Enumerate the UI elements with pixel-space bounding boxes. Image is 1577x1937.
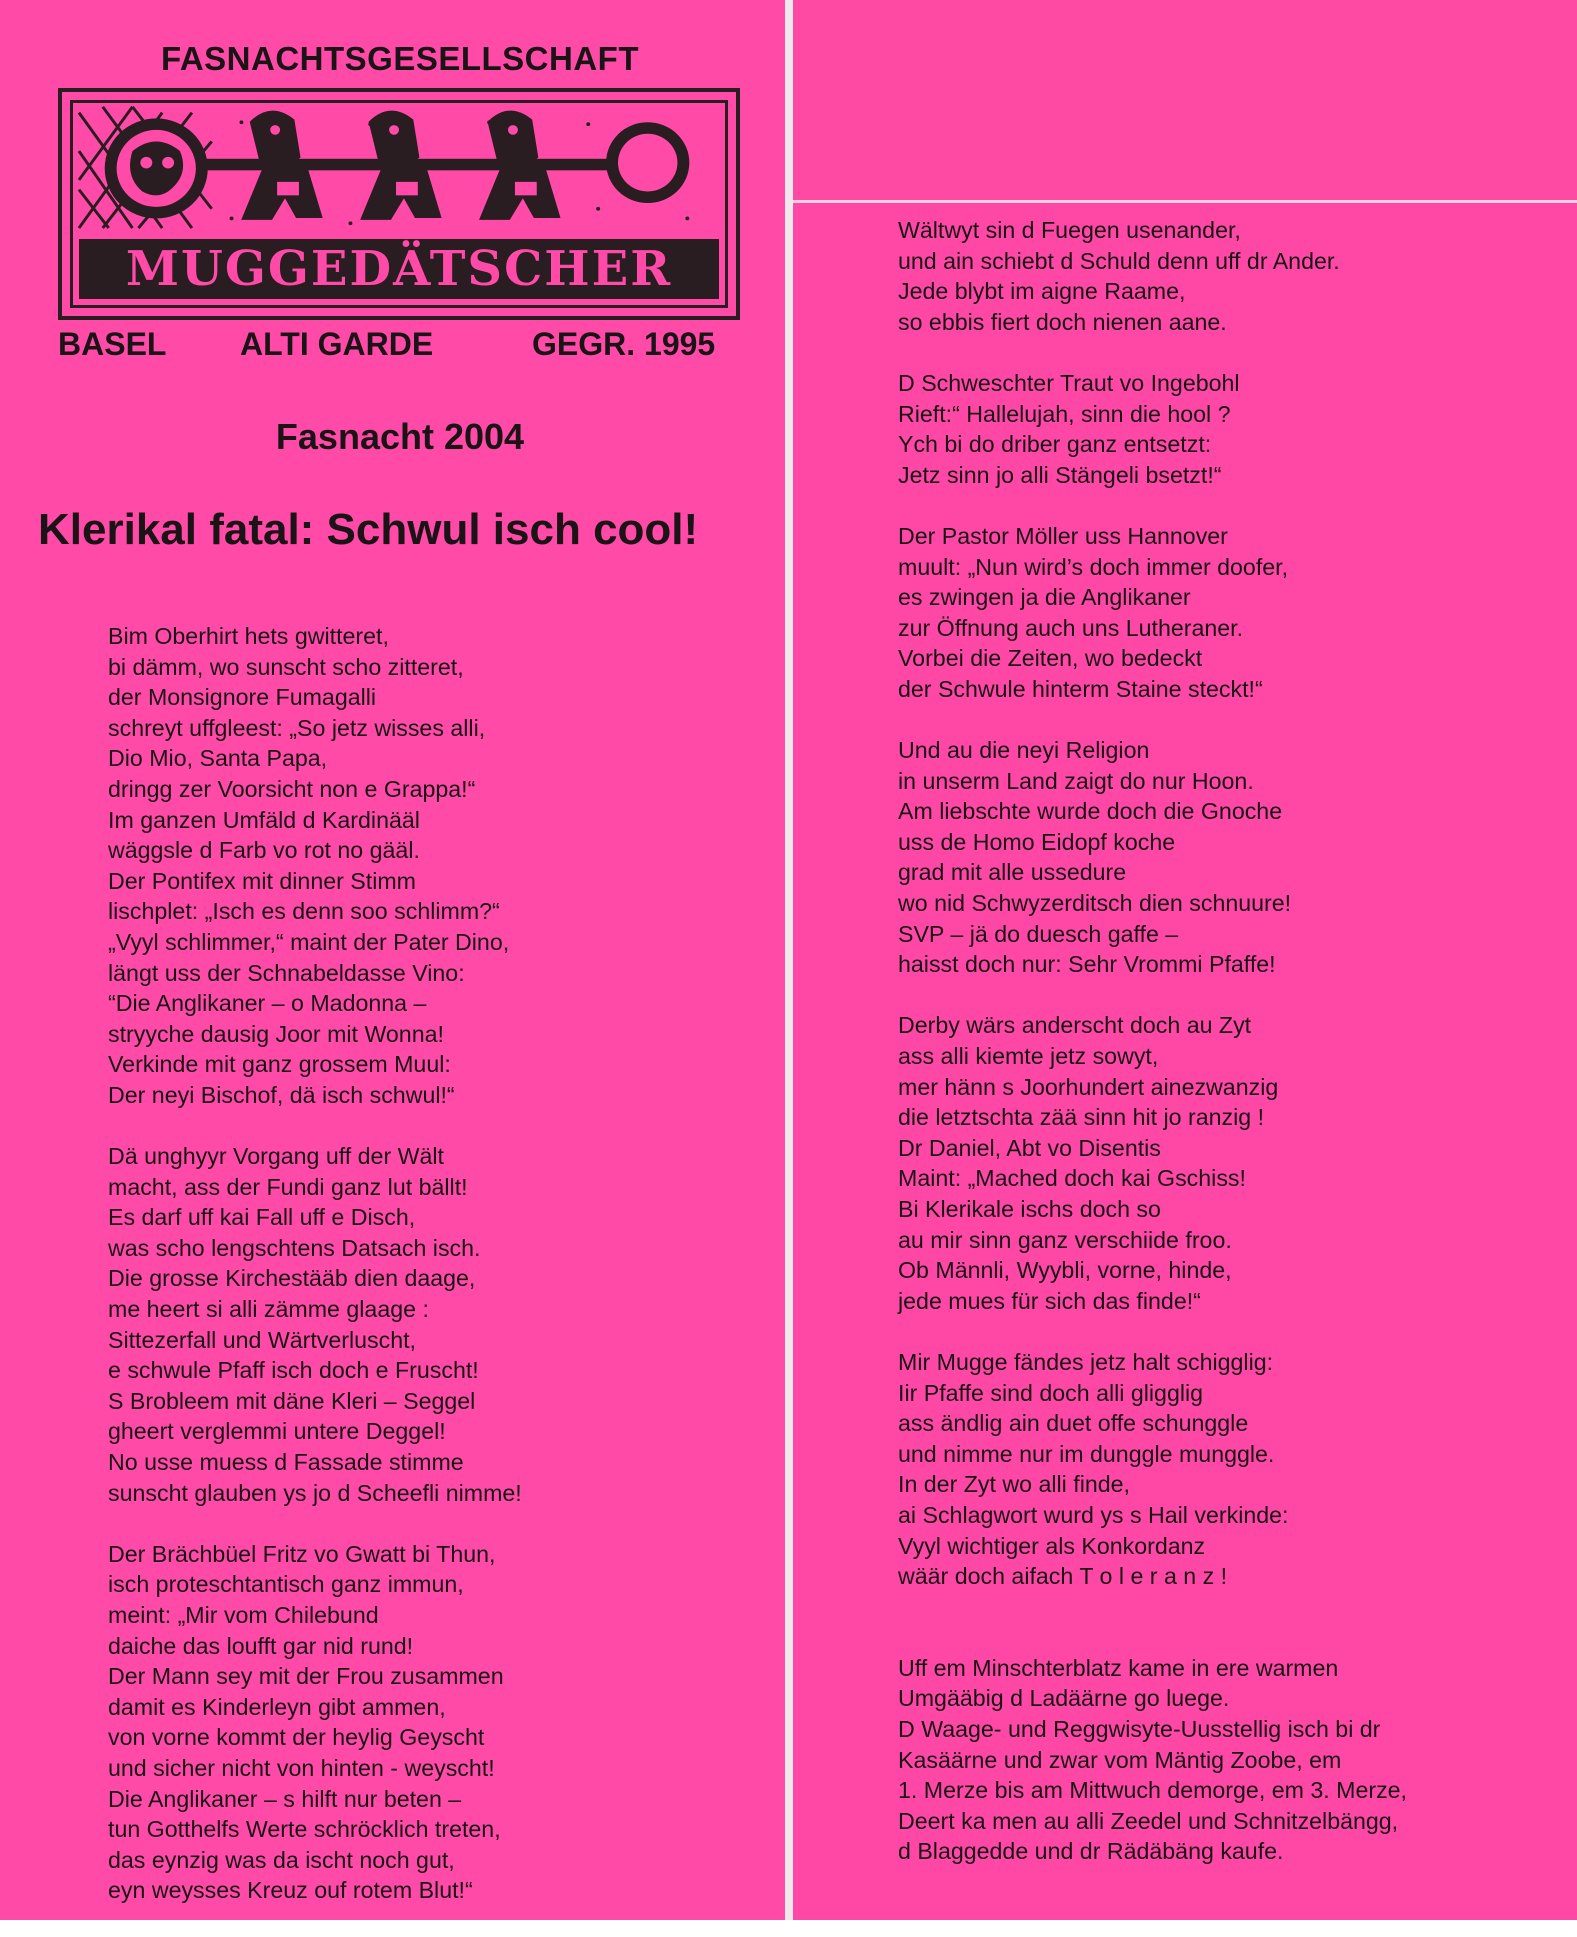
logo-frame: [70, 100, 728, 308]
verse-line: der Schwule hinterm Staine steckt!“: [898, 675, 1263, 702]
verse-line: Rieft:“ Hallelujah, sinn die hool ?: [898, 400, 1231, 427]
verse-line: Der Mann sey mit der Frou zusammen: [108, 1663, 504, 1690]
verse-line: und nimme nur im dunggle munggle.: [898, 1440, 1275, 1467]
verse-line: Ych bi do driber ganz entsetzt:: [898, 431, 1212, 458]
verse-line: au mir sinn ganz verschiide froo.: [898, 1226, 1232, 1253]
verse-stanza: [898, 1010, 1407, 1316]
verse-stanza: [898, 368, 1407, 490]
verse-line: muult: „Nun wird’s doch immer doofer,: [898, 553, 1289, 580]
clique-logo: [58, 88, 740, 320]
verse-line: so ebbis fiert doch nienen aane.: [898, 308, 1227, 335]
verse-line: Vorbei die Zeiten, wo bedeckt: [898, 645, 1203, 672]
verse-line: damit es Kinderleyn gibt ammen,: [108, 1693, 446, 1720]
verse-line: Der Brächbüel Fritz vo Gwatt bi Thun,: [108, 1540, 496, 1567]
verse-line: es zwingen ja die Anglikaner: [898, 584, 1191, 611]
verse-line: ass ändlig ain duet offe schunggle: [898, 1410, 1249, 1437]
verse-line: Dä unghyyr Vorgang uff der Wält: [108, 1143, 444, 1170]
verse-line: S Brobleem mit däne Kleri – Seggel: [108, 1387, 476, 1414]
verse-line: „Vyyl schlimmer,“ maint der Pater Dino,: [108, 928, 510, 955]
verse-line: D Schweschter Traut vo Ingebohl: [898, 369, 1240, 396]
verse-line: dringg zer Voorsicht non e Grappa!“: [108, 775, 476, 802]
verse-line: Ob Männli, Wyybli, vorne, hinde,: [898, 1257, 1232, 1284]
verse-line: Verkinde mit ganz grossem Muul:: [108, 1051, 451, 1078]
verse-line: schreyt uffgleest: „So jetz wisses alli,: [108, 714, 486, 741]
verse-line: In der Zyt wo alli finde,: [898, 1471, 1130, 1498]
verse-line: “Die Anglikaner – o Madonna –: [108, 990, 427, 1017]
main-title: Klerikal fatal: Schwul isch cool!: [38, 505, 699, 554]
verse-line: Bi Klerikale ischs doch so: [898, 1196, 1161, 1222]
verse-line: was scho lengschtens Datsach isch.: [108, 1234, 481, 1261]
verse-line: Bim Oberhirt hets gwitteret,: [108, 623, 389, 649]
verse-stanza: [108, 621, 522, 1111]
verse-line: Die Anglikaner – s hilft nur beten –: [108, 1785, 462, 1812]
verse-line: und ain schiebt d Schuld denn uff dr Ander.: [898, 247, 1340, 274]
verse-line: wäggsle d Farb vo rot no gääl.: [108, 837, 420, 864]
verse-line: eyn weysses Kreuz ouf rotem Blut!“: [108, 1877, 473, 1904]
logo-wordmark: MUGGEDÄTSCHER: [79, 239, 719, 299]
verse-line: tun Gotthelfs Werte schröcklich treten,: [108, 1816, 501, 1843]
verse-line: Und au die neyi Religion: [898, 737, 1150, 764]
verse-line: Die grosse Kirchestääb dien daage,: [108, 1265, 476, 1292]
verse-line: d Blaggedde und dr Rädäbäng kaufe.: [898, 1838, 1284, 1865]
verse-line: längt uss der Schnabeldasse Vino:: [108, 959, 465, 986]
verse-line: uss de Homo Eidopf koche: [898, 828, 1176, 855]
verse-line: ass alli kiemte jetz sowyt,: [898, 1043, 1159, 1070]
verse-line: der Monsignore Fumagalli: [108, 684, 377, 711]
verse-line: Im ganzen Umfäld d Kardinääl: [108, 806, 420, 833]
verse-line: mer hänn s Joorhundert ainezwanzig: [898, 1073, 1279, 1100]
verse-line: Umgääbig d Ladäärne go luege.: [898, 1685, 1230, 1712]
verse-line: gheert verglemmi untere Deggel!: [108, 1418, 446, 1445]
verse-line: von vorne kommt der heylig Geyscht: [108, 1724, 485, 1751]
verse-stanza: [898, 735, 1407, 980]
verse-line: No usse muess d Fassade stimme: [108, 1449, 464, 1476]
verse-line: daiche das loufft gar nid rund!: [108, 1632, 414, 1659]
verse-line: Dio Mio, Santa Papa,: [108, 745, 328, 772]
verse-line: sunscht glauben ys jo d Scheefli nimme!: [108, 1479, 522, 1506]
verse-line: Vyyl wichtiger als Konkordanz: [898, 1532, 1206, 1559]
verse-line: e schwule Pfaff isch doch e Fruscht!: [108, 1357, 479, 1384]
verse-line: Es darf uff kai Fall uff e Disch,: [108, 1204, 416, 1231]
verse-stanza: [898, 215, 1407, 337]
verse-line: Deert ka men au alli Zeedel und Schnitzelbängg,: [898, 1807, 1399, 1834]
verse-line: Der neyi Bischof, dä isch schwul!“: [108, 1081, 455, 1108]
right-top-page: [793, 0, 1577, 200]
verse-line: Maint: „Mached doch kai Gschiss!: [898, 1165, 1246, 1192]
left-verse-column: [108, 621, 522, 1937]
verse-line: isch proteschtantisch ganz immun,: [108, 1571, 464, 1598]
verse-line: D Waage- und Reggwisyte-Uusstellig isch bi dr: [898, 1715, 1381, 1742]
logo-footer-founded: GEGR. 1995: [532, 326, 716, 362]
verse-stanza: [108, 1539, 522, 1906]
verse-line: me heert si alli zämme glaage :: [108, 1296, 429, 1323]
organization-title: FASNACHTSGESELLSCHAFT: [160, 40, 639, 77]
verse-line: 1. Merze bis am Mittwuch demorge, em 3. Merze,: [898, 1777, 1408, 1804]
verse-line: stryyche dausig Joor mit Wonna!: [108, 1020, 444, 1047]
page-seam: [785, 0, 793, 1920]
verse-line: Kasäärne und zwar vom Mäntig Zoobe, em: [898, 1746, 1342, 1773]
verse-line: zur Öffnung auch uns Lutheraner.: [898, 614, 1244, 641]
verse-line: Mir Mugge fändes jetz halt schigglig:: [898, 1348, 1274, 1375]
verse-line: SVP – jä do duesch gaffe –: [898, 920, 1179, 947]
verse-line: Der Pontifex mit dinner Stimm: [108, 867, 416, 894]
verse-line: Wältwyt sin d Fuegen usenander,: [898, 217, 1241, 243]
logo-footer-city: BASEL: [58, 326, 167, 362]
verse-line: das eynzig was da ischt noch gut,: [108, 1846, 455, 1873]
verse-line: wäär doch aifach T o l e r a n z !: [898, 1563, 1228, 1590]
verse-line: Iir Pfaffe sind doch alli gligglig: [898, 1379, 1204, 1406]
verse-line: und sicher nicht von hinten - weyscht!: [108, 1754, 495, 1781]
verse-line: Am liebschte wurde doch die Gnoche: [898, 798, 1283, 825]
logo-footer-group: ALTI GARDE: [240, 326, 434, 362]
verse-line: die letztschta zää sinn hit jo ranzig !: [898, 1104, 1265, 1131]
verse-line: Jede blybt im aigne Raame,: [898, 278, 1186, 305]
verse-stanza: [898, 1653, 1407, 1867]
verse-line: meint: „Mir vom Chilebund: [108, 1602, 379, 1628]
verse-stanza: [898, 1347, 1407, 1592]
verse-line: in unserm Land zaigt do nur Hoon.: [898, 767, 1254, 794]
verse-stanza: [108, 1141, 522, 1508]
verse-line: jede mues für sich das finde!“: [898, 1287, 1201, 1314]
verse-line: grad mit alle ussedure: [898, 859, 1127, 886]
event-title: Fasnacht 2004: [275, 416, 525, 457]
verse-line: Der Pastor Möller uss Hannover: [898, 522, 1228, 549]
verse-line: Sittezerfall und Wärtverluscht,: [108, 1326, 416, 1353]
verse-line: bi dämm, wo sunscht scho zitteret,: [108, 653, 464, 680]
verse-line: Dr Daniel, Abt vo Disentis: [898, 1134, 1161, 1161]
verse-line: Jetz sinn jo alli Stängeli bsetzt!“: [898, 461, 1222, 488]
verse-line: ai Schlagwort wurd ys s Hail verkinde:: [898, 1501, 1289, 1528]
verse-line: Derby wärs anderscht doch au Zyt: [898, 1012, 1252, 1039]
verse-line: lischplet: „Isch es denn soo schlimm?“: [108, 898, 500, 925]
verse-line: Uff em Minschterblatz kame in ere warmen: [898, 1654, 1339, 1681]
verse-line: wo nid Schwyzerditsch dien schnuure!: [898, 890, 1292, 917]
verse-stanza: [898, 521, 1407, 705]
right-verse-column: [898, 215, 1407, 1897]
verse-line: haisst doch nur: Sehr Vrommi Pfaffe!: [898, 951, 1276, 978]
verse-line: macht, ass der Fundi ganz lut bällt!: [108, 1173, 468, 1200]
